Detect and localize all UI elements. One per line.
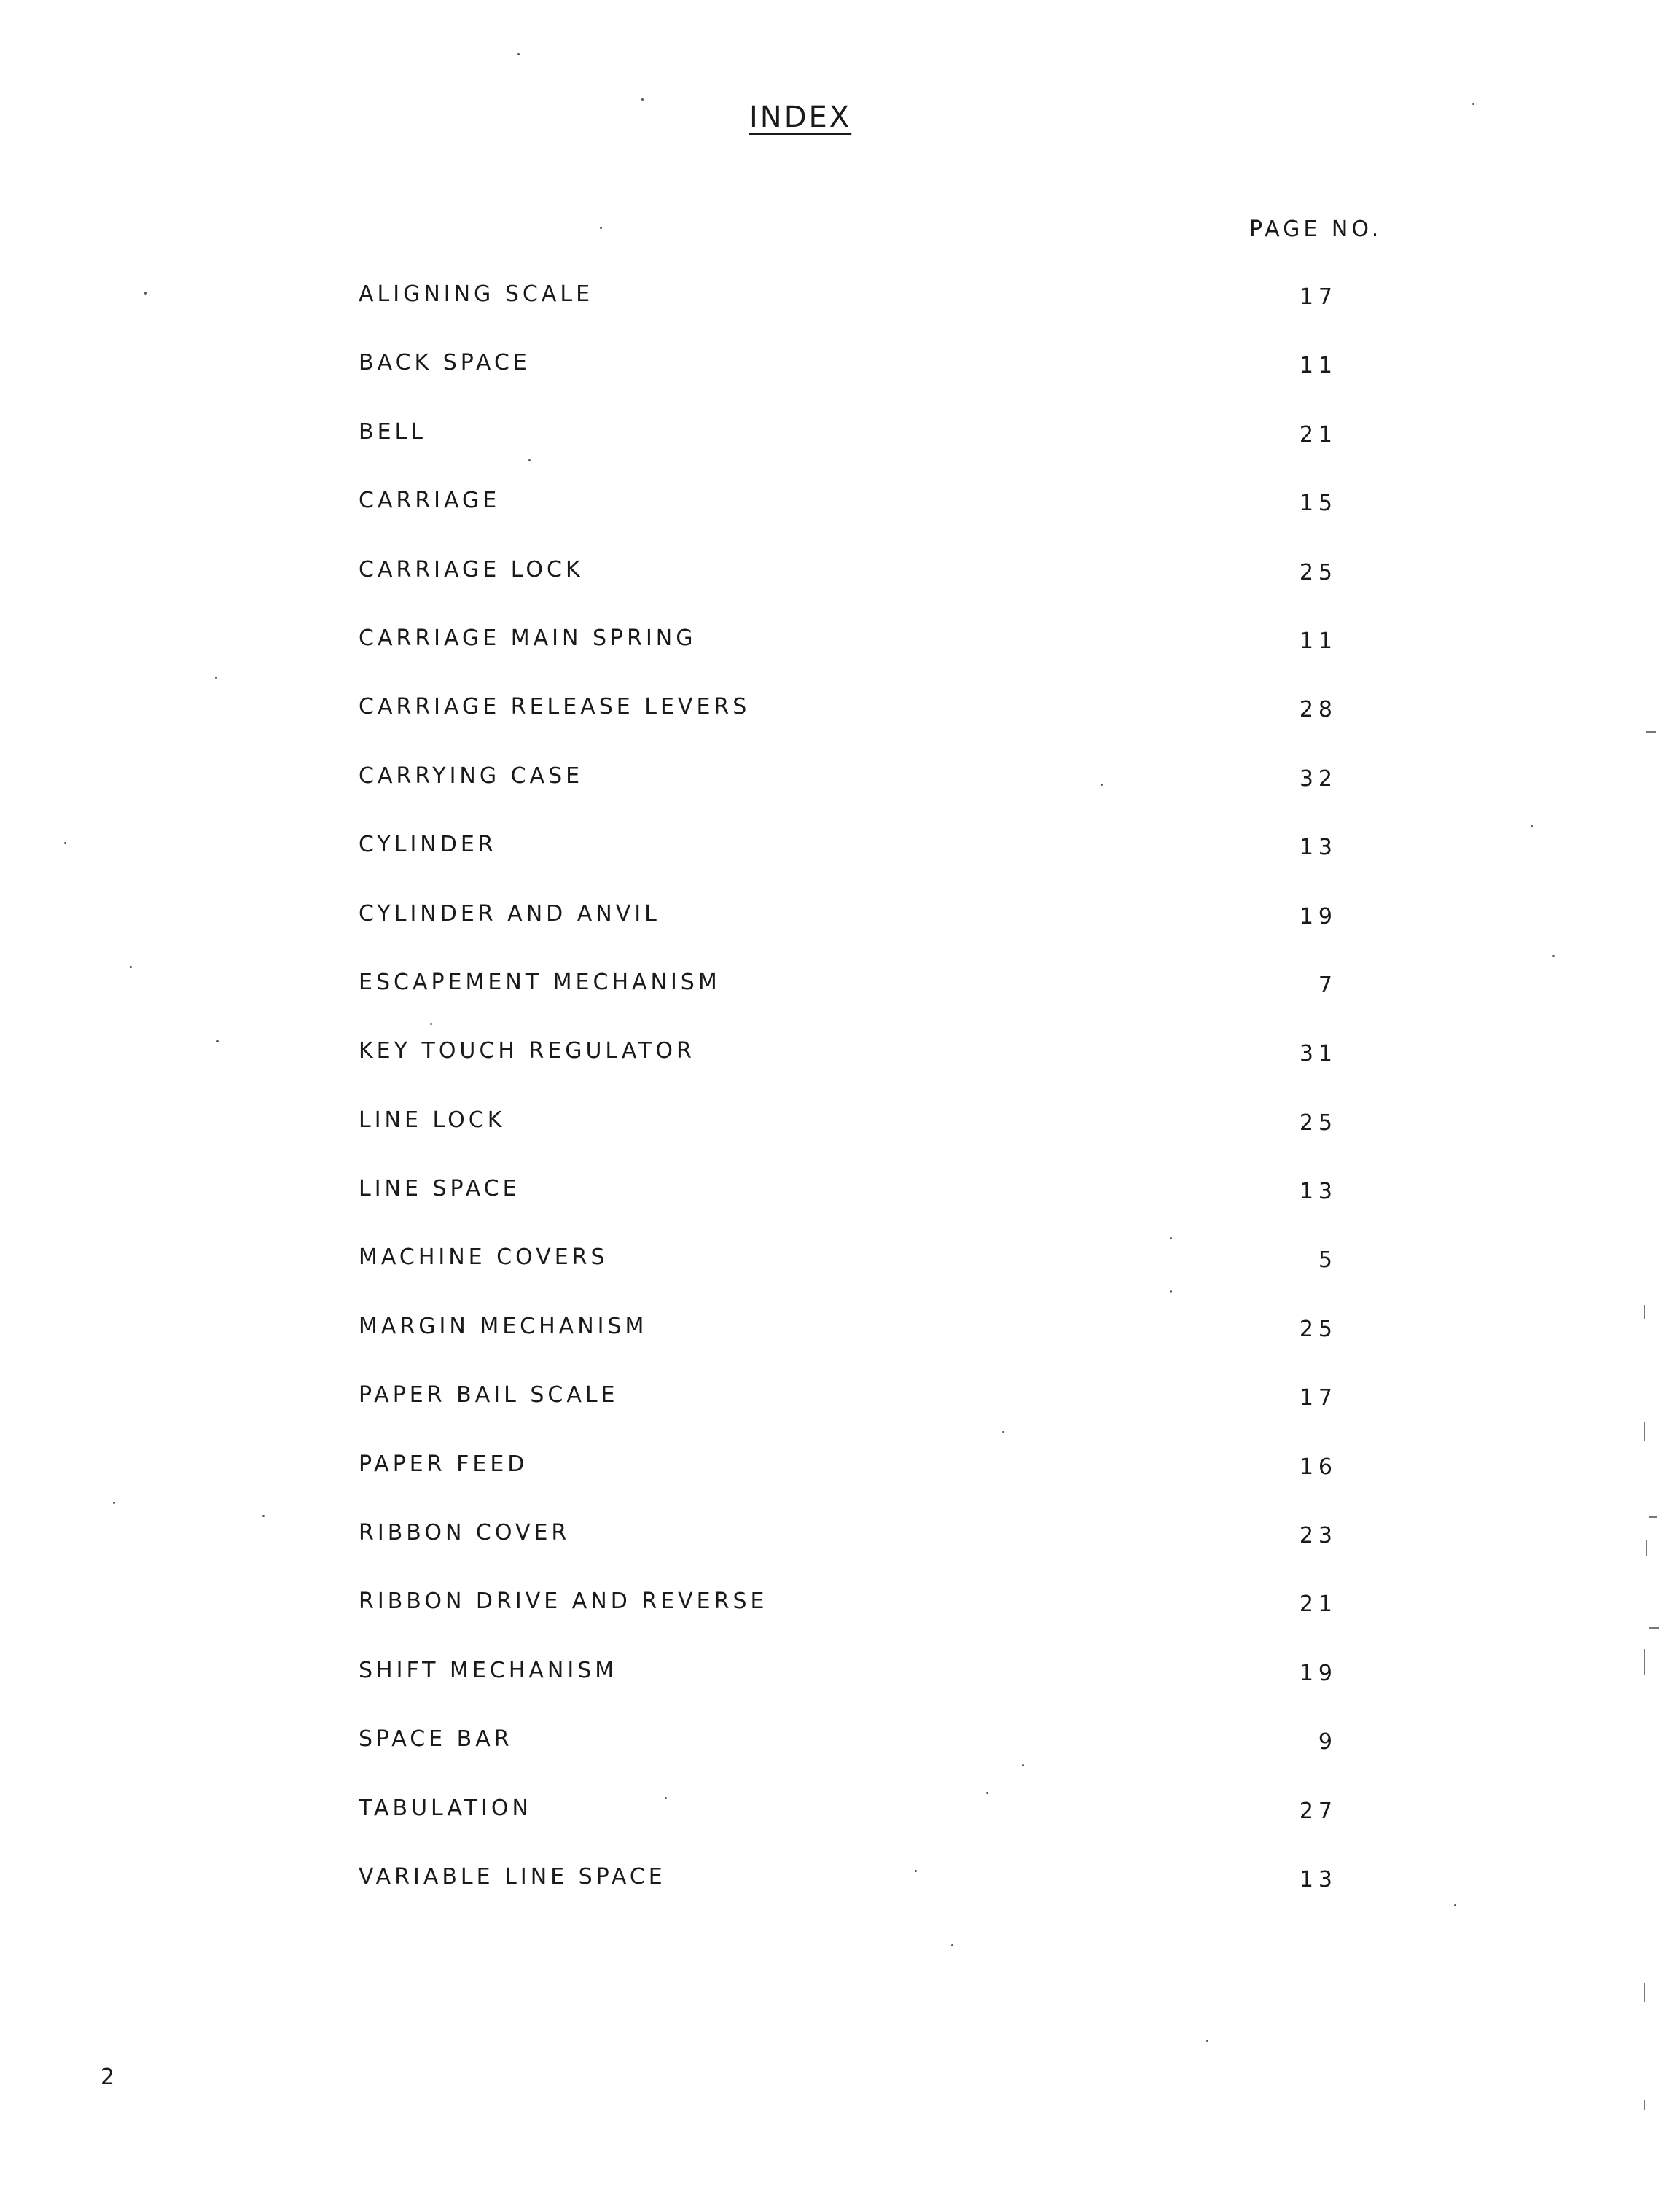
scan-edge-mark [1646, 1540, 1647, 1556]
index-entry [0, 625, 1680, 694]
entry-page-number: 25 [1299, 1316, 1337, 1342]
index-entry [0, 1588, 1680, 1657]
index-entry [0, 694, 1680, 763]
entry-label: VARIABLE LINE SPACE [359, 1863, 666, 1890]
index-entry-list [0, 281, 1680, 1933]
entry-page-number: 21 [1299, 421, 1337, 448]
index-entry [0, 1382, 1680, 1451]
scan-speck [1206, 2040, 1208, 2042]
page-title: INDEX [749, 101, 852, 134]
entry-page-number: 25 [1299, 1110, 1337, 1136]
entry-page-number: 19 [1299, 1660, 1337, 1686]
entry-page-number: 17 [1299, 1385, 1337, 1411]
entry-label: CARRIAGE LOCK [359, 556, 584, 582]
scan-speck [130, 966, 132, 968]
entry-label: BACK SPACE [359, 350, 531, 376]
entry-page-number: 7 [1318, 972, 1337, 998]
entry-label: CYLINDER [359, 832, 497, 858]
scan-speck [1531, 825, 1533, 827]
entry-label: MARGIN MECHANISM [359, 1313, 648, 1339]
index-entry [0, 488, 1680, 556]
index-entry [0, 1038, 1680, 1107]
scan-speck [64, 842, 66, 844]
entry-label: SHIFT MECHANISM [359, 1657, 618, 1683]
index-entry [0, 419, 1680, 488]
scan-speck [1002, 1431, 1004, 1433]
scan-speck [986, 1792, 988, 1794]
entry-page-number: 21 [1299, 1591, 1337, 1618]
entry-page-number: 13 [1299, 1866, 1337, 1892]
entry-label: ESCAPEMENT MECHANISM [359, 969, 721, 995]
index-entry [0, 1314, 1680, 1382]
scan-speck [144, 292, 147, 295]
scan-edge-mark [1644, 1649, 1645, 1675]
scan-speck [665, 1797, 667, 1799]
scan-speck [915, 1870, 917, 1872]
index-entry [0, 281, 1680, 350]
index-entry [0, 832, 1680, 900]
scan-speck [1552, 955, 1555, 957]
scan-speck [600, 227, 602, 229]
scan-speck [1170, 1290, 1172, 1293]
entry-page-number: 27 [1299, 1798, 1337, 1824]
scan-edge-mark [1644, 1983, 1645, 2002]
entry-label: TABULATION [359, 1795, 532, 1821]
entry-label: RIBBON COVER [359, 1520, 571, 1546]
entry-label: SPACE BAR [359, 1726, 513, 1753]
entry-page-number: 23 [1299, 1523, 1337, 1549]
scan-speck [216, 1040, 219, 1042]
scan-edge-mark [1644, 2100, 1645, 2110]
entry-label: ALIGNING SCALE [359, 281, 594, 307]
index-entry [0, 901, 1680, 970]
entry-page-number: 13 [1299, 1179, 1337, 1205]
entry-label: LINE LOCK [359, 1107, 506, 1133]
index-entry [0, 1658, 1680, 1726]
scan-speck [1022, 1764, 1024, 1766]
entry-label: RIBBON DRIVE AND REVERSE [359, 1588, 768, 1615]
index-entry [0, 1726, 1680, 1795]
scan-edge-mark [1649, 1627, 1659, 1629]
scan-speck [528, 459, 531, 461]
index-entry [0, 1796, 1680, 1864]
scan-speck [951, 1944, 953, 1946]
entry-label: BELL [359, 418, 426, 445]
scan-speck [1472, 103, 1474, 105]
entry-page-number: 11 [1299, 628, 1337, 654]
entry-page-number: 5 [1318, 1247, 1337, 1274]
scan-speck [262, 1515, 265, 1517]
entry-label: CARRIAGE RELEASE LEVERS [359, 694, 751, 720]
index-entry [0, 350, 1680, 418]
index-entry [0, 1451, 1680, 1520]
footer-page-number: 2 [101, 2065, 115, 2090]
entry-page-number: 9 [1318, 1729, 1337, 1755]
entry-label: LINE SPACE [359, 1176, 520, 1202]
entry-page-number: 28 [1299, 697, 1337, 723]
entry-page-number: 17 [1299, 284, 1337, 310]
scan-edge-mark [1649, 1516, 1657, 1518]
scan-speck [113, 1502, 115, 1504]
scan-speck [430, 1023, 432, 1025]
scan-speck [1101, 784, 1103, 786]
index-entry [0, 1520, 1680, 1588]
entry-label: MACHINE COVERS [359, 1244, 609, 1271]
entry-label: CARRYING CASE [359, 763, 584, 789]
scan-edge-mark [1644, 1305, 1645, 1319]
scan-speck [517, 53, 520, 55]
scan-speck [1170, 1237, 1172, 1239]
entry-page-number: 11 [1299, 353, 1337, 379]
index-entry [0, 1864, 1680, 1933]
page-number-column-header: PAGE NO. [1249, 217, 1383, 242]
entry-page-number: 13 [1299, 835, 1337, 861]
scan-edge-mark [1646, 731, 1656, 733]
entry-label: PAPER BAIL SCALE [359, 1382, 619, 1408]
entry-label: CARRIAGE [359, 488, 501, 514]
index-entry [0, 970, 1680, 1038]
scan-speck [1454, 1904, 1456, 1906]
entry-page-number: 25 [1299, 559, 1337, 585]
entry-label: KEY TOUCH REGULATOR [359, 1038, 695, 1064]
entry-label: PAPER FEED [359, 1451, 528, 1477]
entry-page-number: 19 [1299, 903, 1337, 929]
index-entry [0, 763, 1680, 832]
scan-speck [641, 98, 644, 101]
entry-label: CYLINDER AND ANVIL [359, 900, 660, 927]
index-entry [0, 1176, 1680, 1244]
entry-page-number: 15 [1299, 491, 1337, 517]
entry-label: CARRIAGE MAIN SPRING [359, 625, 697, 651]
index-entry [0, 557, 1680, 625]
scan-edge-mark [1644, 1422, 1645, 1441]
entry-page-number: 16 [1299, 1454, 1337, 1480]
entry-page-number: 31 [1299, 1041, 1337, 1067]
index-entry [0, 1244, 1680, 1313]
index-entry [0, 1107, 1680, 1176]
entry-page-number: 32 [1299, 765, 1337, 792]
scan-speck [215, 677, 217, 679]
